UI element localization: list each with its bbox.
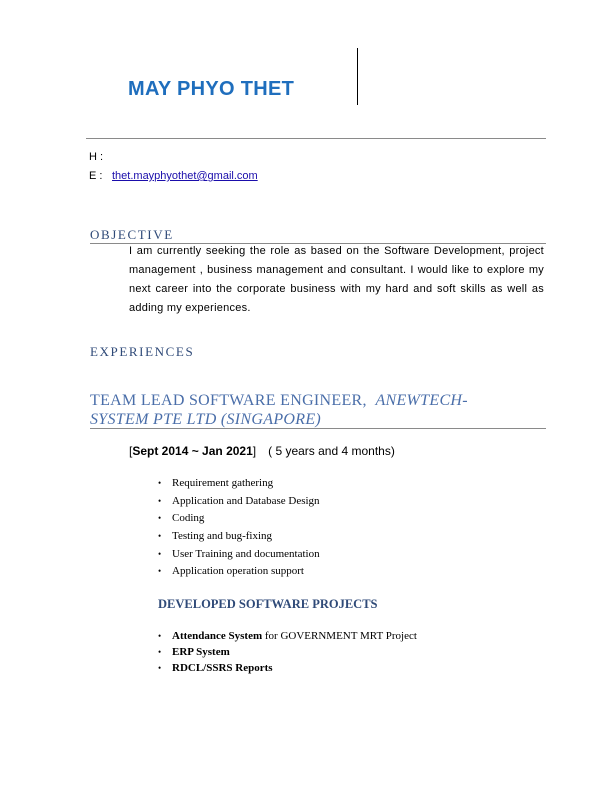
project-detail: for GOVERNMENT MRT Project xyxy=(262,630,417,642)
projects-heading: DEVELOPED SOFTWARE PROJECTS xyxy=(158,597,378,611)
project-item xyxy=(158,660,417,676)
job-rule xyxy=(90,428,546,429)
project-item xyxy=(158,644,417,660)
project-list xyxy=(158,628,417,676)
job-company: ANEWTECH-SYSTEM PTE LTD (SINGAPORE) xyxy=(90,392,468,428)
project-name: ERP System xyxy=(172,646,230,658)
task-item: • Requirement gathering xyxy=(158,475,320,493)
job-role: TEAM LEAD SOFTWARE ENGINEER, xyxy=(90,392,367,409)
project-name: RDCL/SSRS Reports xyxy=(172,662,273,674)
header-divider xyxy=(357,48,358,105)
experiences-heading: EXPERIENCES xyxy=(90,344,195,359)
project-name: Attendance System xyxy=(172,630,263,642)
period-dates: Sept 2014 ~ Jan 2021 xyxy=(132,444,253,458)
objective-heading: OBJECTIVE xyxy=(90,227,174,242)
candidate-name: MAY PHYO THET xyxy=(128,78,295,100)
email-label: E : xyxy=(89,170,103,182)
email-link[interactable]: thet.mayphyothet@gmail.com xyxy=(112,170,258,182)
project-item xyxy=(158,628,417,644)
job-title xyxy=(90,391,510,429)
task-item: • Application and Database Design xyxy=(158,493,320,511)
task-list xyxy=(158,475,320,581)
email-line xyxy=(89,170,258,182)
header-rule xyxy=(86,138,546,139)
task-item: • Coding xyxy=(158,510,320,528)
job-period xyxy=(129,444,395,458)
phone-label: H : xyxy=(89,151,104,163)
task-item: • Application operation support xyxy=(158,563,320,581)
task-item: • User Training and documentation xyxy=(158,546,320,564)
period-duration: ( 5 years and 4 months) xyxy=(268,444,395,458)
phone-line xyxy=(89,151,112,163)
period-bracket-close: ] xyxy=(252,444,257,458)
period-bracket-open: [ xyxy=(129,444,133,458)
task-item: • Testing and bug-fixing xyxy=(158,528,320,546)
objective-text: I am currently seeking the role as based on the Software Development, project management , business management and consultant. I would like to explore my next career into the corporate business with my hard and soft skills as well as adding my experiences. xyxy=(129,245,544,314)
